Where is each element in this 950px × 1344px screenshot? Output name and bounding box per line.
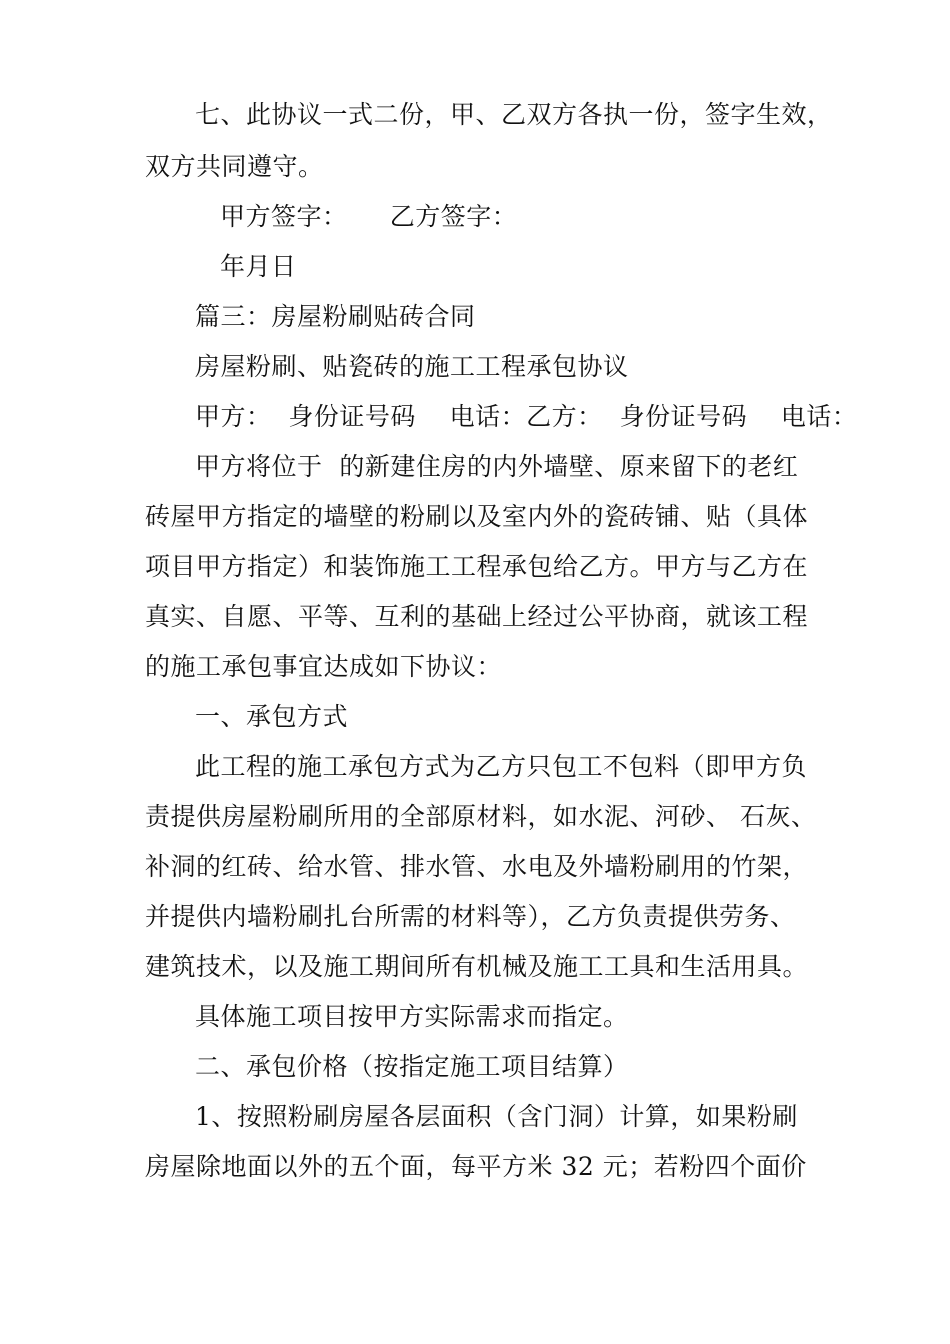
text-line: 具体施工项目按甲方实际需求而指定。 — [195, 1002, 629, 1031]
text-line: 砖屋甲方指定的墙壁的粉刷以及室内外的瓷砖铺、贴（具体 — [145, 502, 809, 531]
text-line: 补洞的红砖、给水管、排水管、水电及外墙粉刷用的竹架， — [145, 852, 809, 881]
text-line: 并提供内墙粉刷扎台所需的材料等），乙方负责提供劳务、 — [145, 902, 796, 931]
signature-line: 甲方签字： 乙方签字： — [220, 202, 518, 231]
text-line: 的施工承包事宜达成如下协议： — [145, 652, 503, 681]
text-line: 七、此协议一式二份，甲、乙双方各执一份，签字生效， — [195, 100, 833, 129]
parties-line: 甲方： 身份证号码 电话：乙方： 身份证号码 电话： — [195, 402, 858, 431]
text-line: 真实、自愿、平等、互利的基础上经过公平协商，就该工程 — [145, 602, 809, 631]
text-line: 甲方将位于 的新建住房的内外墙壁、原来留下的老红 — [195, 452, 799, 481]
text-line: 双方共同遵守。 — [145, 152, 324, 181]
clause-heading: 一、承包方式 — [195, 702, 349, 731]
text-line: 1、按照粉刷房屋各层面积（含门洞）计算，如果粉刷 — [195, 1102, 798, 1131]
clause-heading: 二、承包价格（按指定施工项目结算） — [195, 1052, 629, 1081]
text-line: 责提供房屋粉刷所用的全部原材料，如水泥、河砂、 石灰、 — [145, 802, 817, 831]
date-line: 年月日 — [220, 252, 297, 281]
text-line: 房屋除地面以外的五个面，每平方米 32 元；若粉四个面价 — [145, 1152, 807, 1181]
contract-title: 房屋粉刷、贴瓷砖的施工工程承包协议 — [195, 352, 629, 381]
section-title: 篇三：房屋粉刷贴砖合同 — [195, 302, 476, 331]
text-line: 项目甲方指定）和装饰施工工程承包给乙方。甲方与乙方在 — [145, 552, 809, 581]
text-line: 建筑技术，以及施工期间所有机械及施工工具和生活用具。 — [145, 952, 809, 981]
text-line: 此工程的施工承包方式为乙方只包工不包料（即甲方负 — [195, 752, 808, 781]
